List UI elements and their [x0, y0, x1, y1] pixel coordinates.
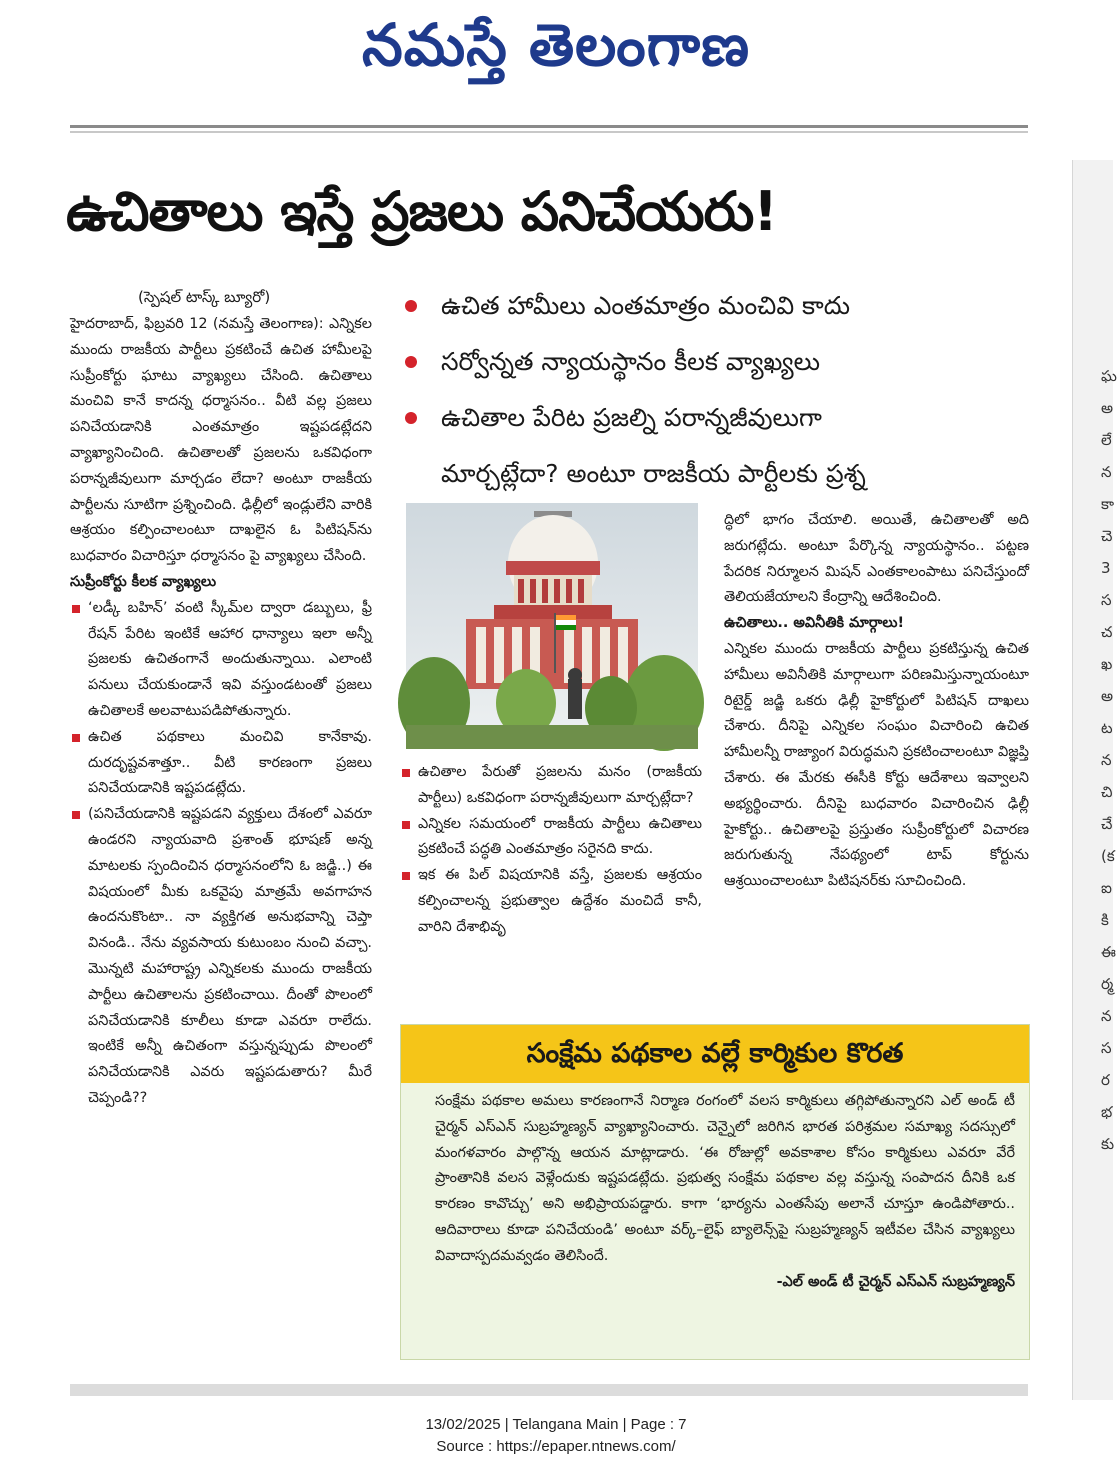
bullet-item: (పనిచేయడానికి ఇష్టపడని వ్యక్తులు దేశంలో ఎవరూ ఉండరని న్యాయవాది ప్రశాంత్ భూషణ్ అన్న మాటలకు స్పందించిన ధర్మాసనంలోని ఓ జడ్జి..) ఈ విషయంలో మీకు ఒకవైపు మాత్రమే అవగాహన ఉందనుకొంటా.. నా వ్యక్తిగత అనుభవాన్ని చెప్తా వినండి.. నేను వ్యవసాయ కుటుంబం నుంచి వచ్చా. మొన్నటి మహారాష్ట్ర ఎన్నికలకు ముందు రాజకీయ పార్టీలు ఉచితాలను ప్రకటించాయి. దీంతో పొలంలో పనిచేయడానికి కూలీలు కూడా ఎవరూ రాలేదు. ఇంటికే అన్నీ ఉచితంగా వస్తున్నప్పుడు పొలంలో పనిచేయడానికి ఎవరు ఇష్టపడుతారు? మీరే చెప్పండి??: [70, 802, 372, 1112]
side-fragment: అ: [1101, 399, 1114, 417]
bullet-dot-icon: [405, 300, 417, 312]
lead-paragraph: హైదరాబాద్, ఫిబ్రవరి 12 (నమస్తే తెలంగాణ): ఎన్నికల ముందు రాజకీయ పార్టీలు ప్రకటించే ఉచిత హామీలపై సుప్రీంకోర్టు ఘాటు వ్యాఖ్యలు చేసింది. ఉచితాలు మంచివి కానే కాదన్న ధర్మాసనం.. వీటి వల్ల ప్రజలు పనిచేయడానికి ఎంతమాత్రం ఇష్టపడట్లేదని వ్యాఖ్యానించింది. ఉచితాలతో ప్రజలను ఒకవిధంగా పరాన్నజీవులుగా మార్చడం లేదా? అంటూ రాజకీయ పార్టీలను సూటిగా ప్రశ్నించింది. ఢిల్లీలో ఇండ్లులేని వారికి ఆశ్రయం కల్పించాలంటూ దాఖలైన ఓ పిటిషన్‌ను బుధవారం విచారిస్తూ ధర్మాసనం పై వ్యాఖ్యలు చేసింది.: [70, 316, 372, 565]
bullet-item: ఉచిత పథకాలు మంచివి కానేకావు. దురదృష్టవశాత్తూ.. వీటి కారణంగా ప్రజలు పనిచేయడానికి ఇష్టపడట్లేదు.: [70, 725, 372, 802]
key-point: సర్వోన్నత న్యాయస్థానం కీలక వ్యాఖ్యలు: [405, 334, 1035, 390]
side-fragment: న: [1101, 463, 1112, 481]
article-column-3: [724, 508, 1029, 895]
bullet-item: ‘లడ్కీ బహిన్’ వంటి స్కీమ్‌ల ద్వారా డబ్బులు, ఫ్రీ రేషన్ పేరిట ఇంటికే ఆహార ధాన్యాలు ఇలా అన్నీ ప్రజలకు ఉచితంగానే అందుతున్నాయి. ఎలాంటి పనులు చేయకుండానే ఇవి వస్తుండటంతో ప్రజలు ఉచితాలకే అలవాటుపడిపోతున్నారు.: [70, 596, 372, 725]
side-fragment: (క: [1101, 847, 1115, 865]
side-fragment: ట: [1101, 719, 1113, 737]
subheading-freebies-corruption: ఉచితాలు.. అవినీతికి మార్గాలు!: [724, 615, 905, 632]
key-point: ఉచిత హామీలు ఎంతమాత్రం మంచివి కాదు: [405, 278, 1035, 334]
side-fragment: ర: [1101, 1071, 1110, 1089]
side-fragment: చే: [1101, 815, 1113, 833]
box-title: సంక్షేమ పథకాల వల్లే కార్మికుల కొరత: [401, 1025, 1029, 1083]
key-point: ఉచితాల పేరిట ప్రజల్ని పరాన్నజీవులుగా: [405, 390, 1035, 446]
box-body: [401, 1083, 1029, 1295]
key-point-continued: మార్చట్లేదా? అంటూ రాజకీయ పార్టీలకు ప్రశ్న: [441, 459, 866, 488]
footer-date-page: 13/02/2025 | Telangana Main | Page : 7: [425, 1416, 687, 1433]
footer-rule: [70, 1384, 1028, 1396]
supreme-court-photo: [406, 503, 698, 749]
article-column-1: [70, 312, 372, 1112]
page-footer: [0, 1414, 1112, 1458]
footer-source: Source : https://epaper.ntnews.com/: [436, 1438, 676, 1455]
side-fragment: స: [1101, 591, 1112, 609]
side-fragment: ఖ: [1101, 655, 1113, 673]
side-fragment: ఈ: [1101, 943, 1116, 961]
bullet-item: ఉచితాల పేరుతో ప్రజలను మనం (రాజకీయ పార్టీలు) ఒకవిధంగా పరాన్నజీవులుగా మార్చట్లేదా?: [400, 760, 702, 812]
key-points: [405, 278, 1035, 502]
adjacent-article-strip: [1072, 160, 1117, 1400]
bullet-dot-icon: [405, 412, 417, 424]
subheading-supreme-court: సుప్రీంకోర్టు కీలక వ్యాఖ్యలు: [70, 573, 217, 590]
side-fragment: చి: [1101, 783, 1113, 801]
paragraph: ఎన్నికల ముందు రాజకీయ పార్టీలు ప్రకటిస్తున్న ఉచిత హామీలు అవినీతికి మార్గాలుగా పరిణమిస్తున్నాయంటూ రిటైర్డ్ జడ్జి ఒకరు ఢిల్లీ హైకోర్టులో పిటిషన్ దాఖలు చేశారు. దీనిపై ఎన్నికల సంఘం విచారించి ఉచిత హామీలన్నీ రాజ్యాంగ విరుద్ధమని ప్రకటించాలంటూ విజ్ఞప్తి చేశారు. ఈ మేరకు ఈసీకి కోర్టు ఆదేశాలు ఇవ్వాలని అభ్యర్థించారు. దీనిపై బుధవారం విచారించిన ఢిల్లీ హైకోర్టు.. ఉచితాలపై ప్రస్తుతం సుప్రీంకోర్టులో విచారణ జరుగుతున్న నేపథ్యంలో టాప్ కోర్టును ఆశ్రయించాలంటూ పిటిషనర్‌కు సూచించింది.: [724, 640, 1029, 890]
side-fragment: లే: [1101, 431, 1112, 449]
side-fragment: భ: [1101, 1103, 1113, 1121]
side-fragment: కా: [1101, 495, 1115, 513]
paragraph: ద్ధిలో భాగం చేయాలి. అయితే, ఉచితాలతో అది జరుగట్లేదు. అంటూ పేర్కొన్న న్యాయస్థానం.. పట్టణ పేదరిక నిర్మూలన మిషన్ ఎంతకాలంపాటు పనిచేస్తుందో తెలియజేయాలని కేంద్రాన్ని ఆదేశించింది.: [724, 512, 1029, 606]
side-fragment: స: [1101, 1039, 1112, 1057]
headline: ఉచితాలు ఇస్తే ప్రజలు పనిచేయరు!: [66, 180, 777, 243]
box-signature: -ఎల్ అండ్ టీ చైర్మన్ ఎస్ఎన్ సుబ్రహ్మణ్యన్: [776, 1273, 1015, 1290]
side-fragment: కి: [1101, 911, 1109, 929]
sidebar-box-welfare-schemes: [400, 1024, 1030, 1360]
side-fragment: న: [1101, 751, 1112, 769]
side-fragment: న: [1101, 1007, 1112, 1025]
side-fragment: చ: [1101, 623, 1113, 641]
side-fragment: కు: [1101, 1135, 1115, 1153]
header-rule: [70, 125, 1028, 133]
side-fragment: ర్మ: [1101, 975, 1114, 993]
bullet-item: ఎన్నికల సమయంలో రాజకీయ పార్టీలు ఉచితాలు ప్రకటించే పద్ధతి ఎంతమాత్రం సరైనది కాదు.: [400, 812, 702, 864]
side-fragment: 3: [1101, 559, 1111, 577]
side-fragment: చె: [1101, 527, 1113, 545]
article-column-2: [400, 760, 702, 941]
masthead-logo: నమస్తే తెలంగాణ: [362, 11, 750, 79]
side-fragment: ఐ: [1101, 879, 1112, 897]
byline: (స్పెషల్ టాస్క్ బ్యూరో): [138, 288, 271, 306]
box-paragraph: సంక్షేమ పథకాల అమలు కారణంగానే నిర్మాణ రంగంలో వలస కార్మికులు తగ్గిపోతున్నారని ఎల్ అండ్ టీ చైర్మన్ ఎస్ఎన్ సుబ్రహ్మణ్యన్ వ్యాఖ్యానించారు. చెన్నైలో జరిగిన భారత పరిశ్రమల సమాఖ్య సదస్సులో మంగళవారం పాల్గొన్న ఆయన మాట్లాడారు. ‘ఈ రోజుల్లో అవకాశాల కోసం కార్మికులు ఎవరూ వేరే ప్రాంతానికి వలస వెళ్లేందుకు ఇష్టపడట్లేదు. ప్రభుత్వ సంక్షేమ పథకాల వల్ల వస్తున్న సంపాదన దీనికి ఒక కారణం కావొచ్చు’ అని అభిప్రాయపడ్డారు. కాగా ‘భార్యను ఎంతసేపు అలానే చూస్తూ ఉండిపోతారు.. ఆదివారాలు కూడా పనిచేయండి’ అంటూ వర్క్–లైఫ్ బ్యాలెన్స్‌పై సుబ్రహ్మణ్యన్ ఇటీవల చేసిన వ్యాఖ్యలు వివాదాస్పదమవ్వడం తెలిసిందే.: [435, 1093, 1015, 1264]
side-fragment: ఘ: [1101, 367, 1117, 385]
bullet-item: ఇక ఈ పిల్ విషయానికి వస్తే, ప్రజలకు ఆశ్రయం కల్పించాలన్న ప్రభుత్వాల ఉద్దేశం మంచిదే కానీ, వారిని దేశాభివృ: [400, 863, 702, 940]
bullet-dot-icon: [405, 356, 417, 368]
side-fragment: అ: [1101, 687, 1114, 705]
